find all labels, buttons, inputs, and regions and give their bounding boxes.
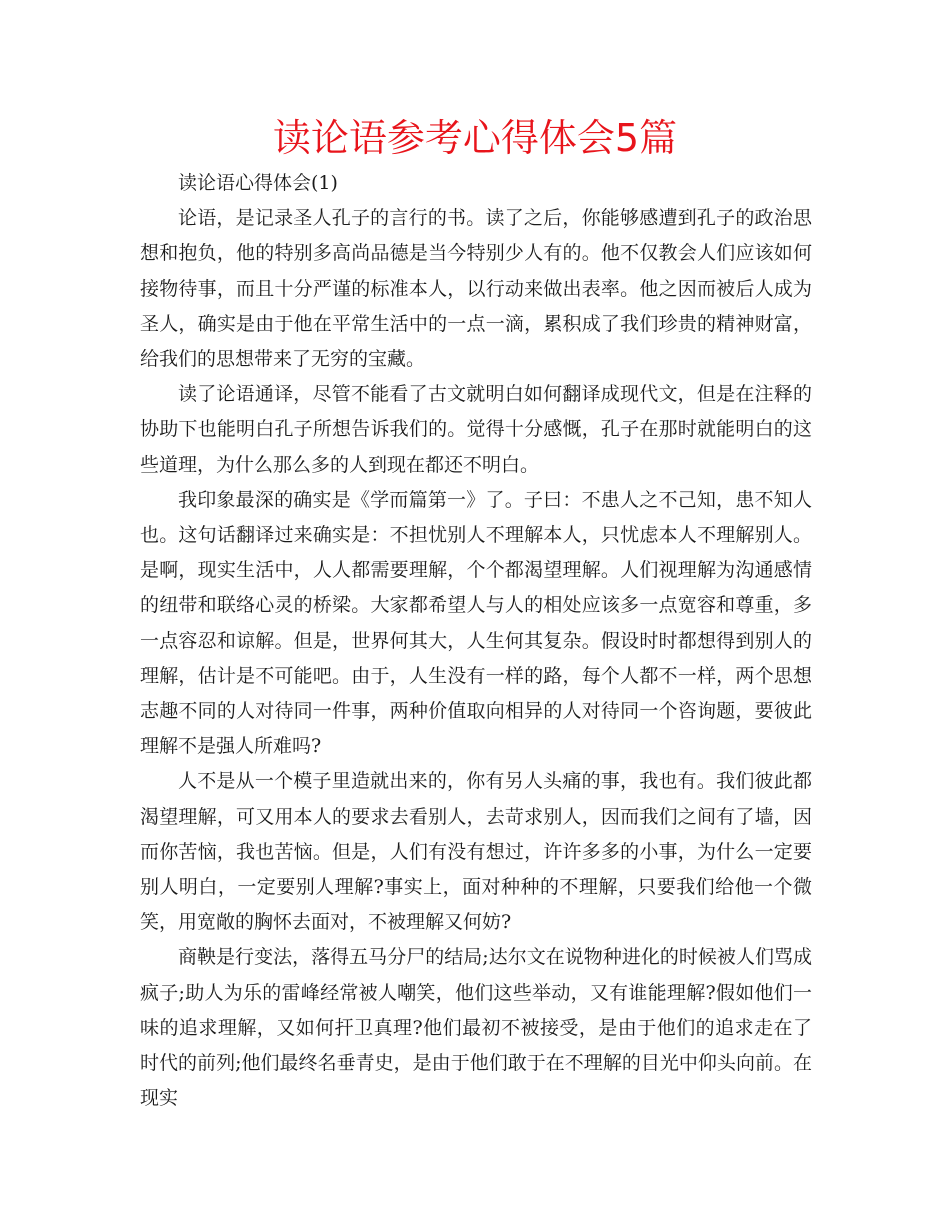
section-heading: 读论语心得体会(1) <box>178 172 338 194</box>
document-title: 读论语参考心得体会5篇 <box>272 116 678 160</box>
paragraph: 我印象最深的确实是《学而篇第一》了。子曰：不患人之不己知，患不知人也。这句话翻译过来确实是：不担忧别人不理解本人，只忧虑本人不理解别人。是啊，现实生活中，人人都需要理解，个个都渴望理解。人们视理解为沟通感情的纽带和联络心灵的桥梁。大家都希望人与人的相处应该多一点宽容和尊重，多一点容忍和谅解。但是，世界何其大，人生何其复杂。假设时时都想得到别人的理解，估计是不可能吧。由于，人生没有一样的路，每个人都不一样，两个思想志趣不同的人对待同一件事，两种价值取向相异的人对待同一个咨询题，要彼此理解不是强人所难吗? <box>140 488 812 758</box>
paragraph: 读了论语通译，尽管不能看了古文就明白如何翻译成现代文，但是在注释的协助下也能明白孔子所想告诉我们的。觉得十分感慨，孔子在那时就能明白的这些道理，为什么那么多的人到现在都还不明白。 <box>140 383 812 476</box>
paragraph: 商鞅是行变法，落得五马分尸的结局;达尔文在说物种进化的时候被人们骂成疯子;助人为乐的雷峰经常被人嘲笑，他们这些举动，又有谁能理解?假如他们一味的追求理解，又如何扞卫真理?他们最初不被接受，是由于他们的追求走在了时代的前列;他们最终名垂青史，是由于他们敢于在不理解的目光中仰头向前。在现实 <box>140 946 812 1110</box>
paragraph: 人不是从一个模子里造就出来的，你有另人头痛的事，我也有。我们彼此都渴望理解，可又用本人的要求去看别人，去苛求别人，因而我们之间有了墙，因而你苦恼，我也苦恼。但是，人们有没有想过，许许多多的小事，为什么一定要别人明白，一定要别人理解?事实上，面对种种的不理解，只要我们给他一个微笑，用宽敞的胸怀去面对，不被理解又何妨? <box>140 770 812 934</box>
paragraph: 论语，是记录圣人孔子的言行的书。读了之后，你能够感遭到孔子的政治思想和抱负，他的特别多高尚品德是当今特别少人有的。他不仅教会人们应该如何接物待事，而且十分严谨的标准本人，以行动来做出表率。他之因而被后人成为圣人，确实是由于他在平常生活中的一点一滴，累积成了我们珍贵的精神财富，给我们的思想带来了无穷的宝藏。 <box>140 207 812 371</box>
document-body <box>140 166 812 1116</box>
